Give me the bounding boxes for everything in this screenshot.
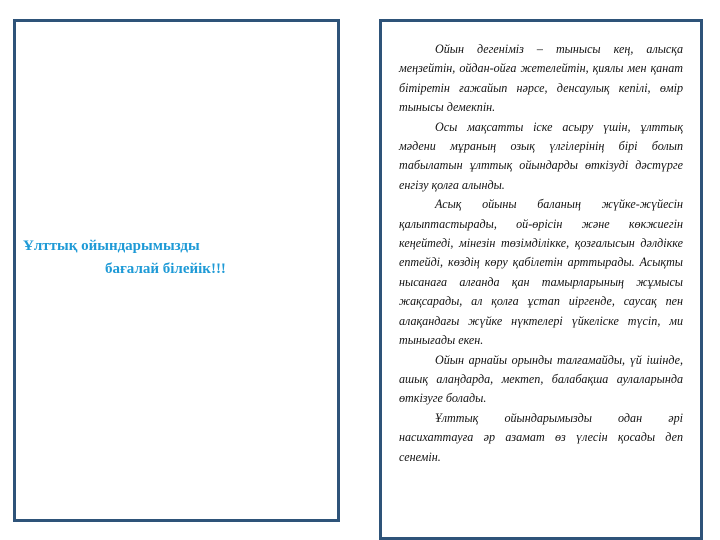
paragraph-4: Ойын арнайы орынды талғамайды, үй ішінде, ашық алаңдарда, мектеп, балабақша аулаларында өткізуге болады.	[399, 352, 683, 406]
article-text	[399, 40, 683, 467]
page-title	[23, 235, 323, 281]
paragraph-1: Ойын дегеніміз – тынысы кең, алысқа меңзейтін, ойдан-ойға жетелейтін, қиялы мен қанат бітіретін ғажайып нәрсе, денсаулық кепілі, өмір тынысы демекпін.	[399, 42, 683, 115]
title-line-1: Ұлттық ойындарымызды	[23, 238, 200, 254]
paragraph-3: Асық ойыны баланың жүйке-жүйесін қалыптастырады, ой-өрісін және көкжиегін кеңейтеді, мінезін төзімділікке, қозғалысын дәлдікке ептейді, көздің көру қабілетін арттырады. Асықты нысанаға алғанда қан тамырларының жұмысы жақсарады, ал қолға ұстап иіргенде, саусақ пен алақандағы жүйке нүктелері үйкеліске түсіп, ми тынығады екен.	[399, 197, 683, 348]
title-line-2: бағалай білейік!!!	[105, 261, 226, 277]
paragraph-5: Ұлттық ойындарымызды одан әрі насихаттауға әр азамат өз үлесін қосады деп сенемін.	[399, 410, 683, 464]
right-panel	[379, 19, 703, 540]
paragraph-2: Осы мақсатты іске асыру үшін, ұлттық мәдени мұраның озық үлгілерінің бірі болып табылатын ұлттық ойындарды өткізуді дәстүрге енгізу қолға алынды.	[399, 119, 683, 192]
